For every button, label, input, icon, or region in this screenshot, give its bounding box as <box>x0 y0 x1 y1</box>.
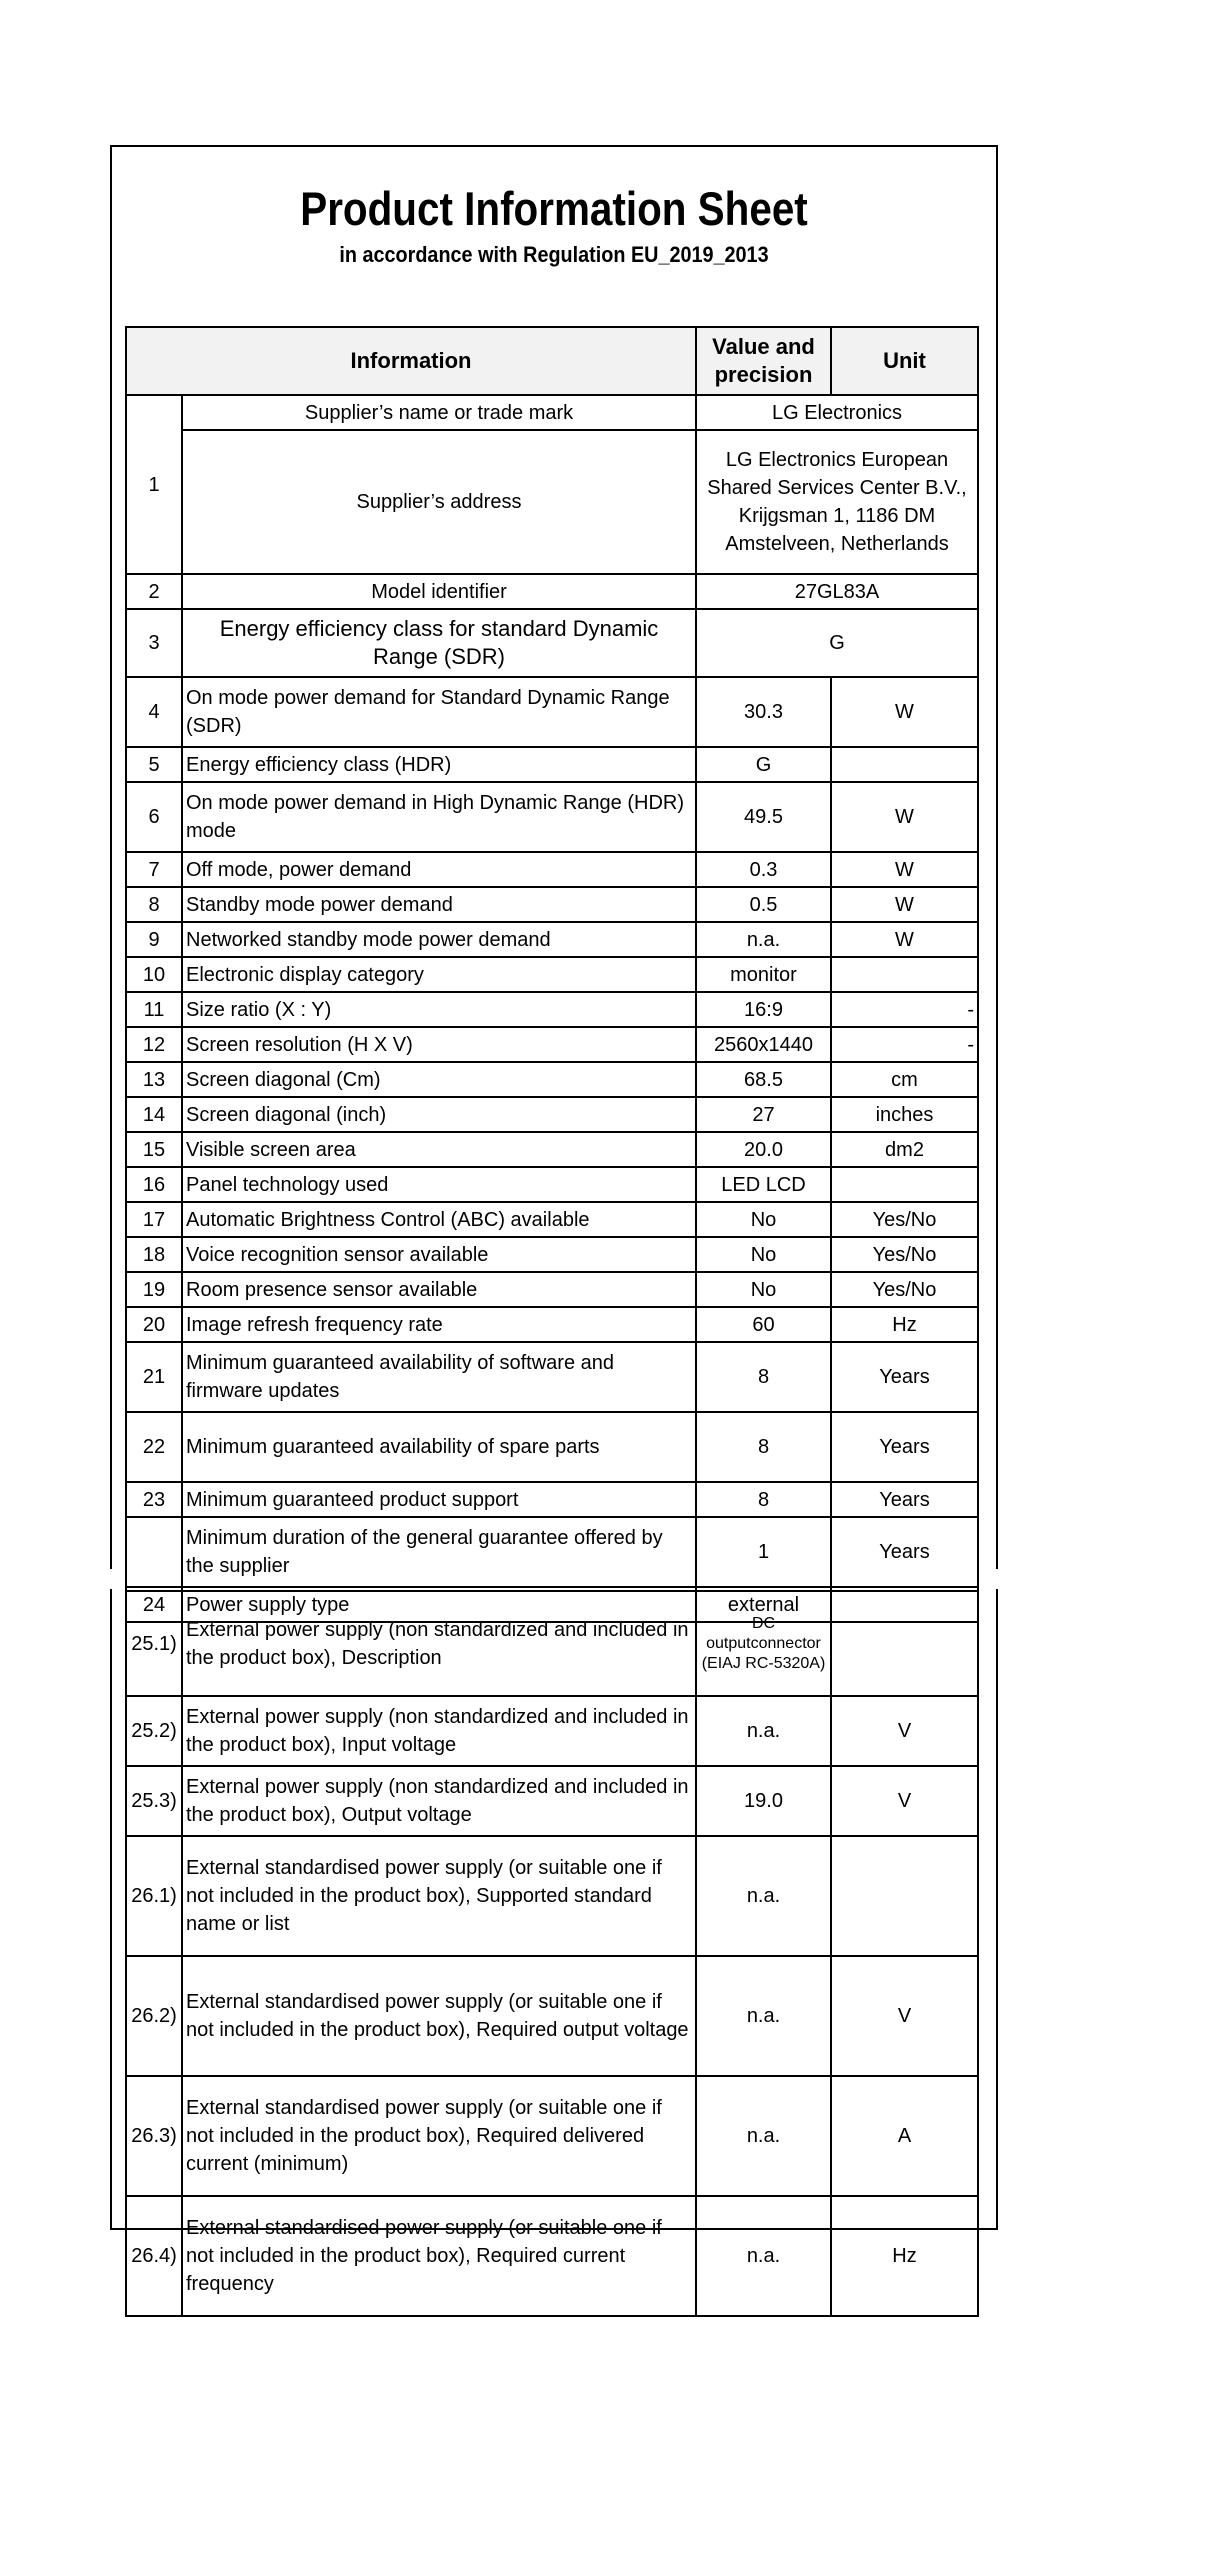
table-row <box>126 1342 978 1412</box>
row-value: n.a. <box>696 2196 831 2316</box>
row-number: 18 <box>126 1237 182 1272</box>
row-value: 60 <box>696 1307 831 1342</box>
row-unit: - <box>831 992 978 1027</box>
row-value: n.a. <box>696 1696 831 1766</box>
row-label: Panel technology used <box>182 1167 696 1202</box>
table-row <box>126 922 978 957</box>
row-value: n.a. <box>696 2076 831 2196</box>
row-label: Networked standby mode power demand <box>182 922 696 957</box>
row-value: n.a. <box>696 1836 831 1956</box>
row-unit: Hz <box>831 1307 978 1342</box>
row-value: 2560x1440 <box>696 1027 831 1062</box>
table-row <box>126 992 978 1027</box>
row-label: Screen diagonal (Cm) <box>182 1062 696 1097</box>
row-number: 12 <box>126 1027 182 1062</box>
row-unit: Hz <box>831 2196 978 2316</box>
row-value: n.a. <box>696 1956 831 2076</box>
row-label: External power supply (non standardized and included in the product box), Input voltage <box>182 1696 696 1766</box>
row-value: 8 <box>696 1342 831 1412</box>
row-number: 11 <box>126 992 182 1027</box>
row-label: Supplier’s address <box>182 430 696 574</box>
row-value: 19.0 <box>696 1766 831 1836</box>
row-value: LED LCD <box>696 1167 831 1202</box>
row-value: LG Electronics <box>696 395 978 430</box>
table-row <box>126 609 978 677</box>
row-value: n.a. <box>696 922 831 957</box>
row-number: 26.1) <box>126 1836 182 1956</box>
row-unit: W <box>831 677 978 747</box>
row-label: Image refresh frequency rate <box>182 1307 696 1342</box>
row-number: 21 <box>126 1342 182 1412</box>
row-label: Minimum guaranteed availability of spare parts <box>182 1412 696 1482</box>
row-unit <box>831 1167 978 1202</box>
row-label: Energy efficiency class (HDR) <box>182 747 696 782</box>
row-value: 8 <box>696 1482 831 1517</box>
table-row <box>126 887 978 922</box>
page-title: Product Information Sheet <box>300 182 808 235</box>
row-unit: W <box>831 782 978 852</box>
row-number: 22 <box>126 1412 182 1482</box>
row-unit: A <box>831 2076 978 2196</box>
row-number: 26.4) <box>126 2196 182 2316</box>
row-label: Energy efficiency class for standard Dynamic Range (SDR) <box>182 609 696 677</box>
table-row <box>126 1237 978 1272</box>
header-unit: Unit <box>831 327 978 395</box>
external-power-supply-table <box>125 1590 979 2317</box>
table-row <box>126 1062 978 1097</box>
table-row <box>126 747 978 782</box>
row-number: 3 <box>126 609 182 677</box>
row-number: 2 <box>126 574 182 609</box>
row-number: 24 <box>126 1587 182 1622</box>
table-row <box>126 1591 978 1696</box>
row-number: 17 <box>126 1202 182 1237</box>
row-value: No <box>696 1272 831 1307</box>
row-number: 23 <box>126 1482 182 1517</box>
row-value: 20.0 <box>696 1132 831 1167</box>
row-value: 49.5 <box>696 782 831 852</box>
row-unit: Years <box>831 1412 978 1482</box>
table-row <box>126 677 978 747</box>
row-number: 9 <box>126 922 182 957</box>
header-information: Information <box>126 327 696 395</box>
row-number: 1 <box>126 395 182 574</box>
row-label: Standby mode power demand <box>182 887 696 922</box>
row-number: 14 <box>126 1097 182 1132</box>
table-row <box>126 1202 978 1237</box>
table-row <box>126 852 978 887</box>
row-label: External power supply (non standardized and included in the product box), Description <box>182 1591 696 1696</box>
row-label: External standardised power supply (or suitable one if not included in the product box), Required current frequency <box>182 2196 696 2316</box>
row-unit: Years <box>831 1517 978 1587</box>
row-label: On mode power demand in High Dynamic Range (HDR) mode <box>182 782 696 852</box>
row-number: 10 <box>126 957 182 992</box>
row-number: 5 <box>126 747 182 782</box>
row-number: 25.2) <box>126 1696 182 1766</box>
table-row <box>126 782 978 852</box>
row-label: Voice recognition sensor available <box>182 1237 696 1272</box>
table-row <box>126 1272 978 1307</box>
row-value: 68.5 <box>696 1062 831 1097</box>
header-value: Value and precision <box>696 327 831 395</box>
row-unit: Yes/No <box>831 1237 978 1272</box>
row-value: DC outputconnector (EIAJ RC-5320A) <box>696 1591 831 1696</box>
row-number: 19 <box>126 1272 182 1307</box>
row-value: 0.5 <box>696 887 831 922</box>
row-value: 27 <box>696 1097 831 1132</box>
row-label: Visible screen area <box>182 1132 696 1167</box>
row-label: Automatic Brightness Control (ABC) available <box>182 1202 696 1237</box>
row-value: No <box>696 1202 831 1237</box>
row-number: 25.3) <box>126 1766 182 1836</box>
row-value: LG Electronics European Shared Services Center B.V., Krijgsman 1, 1186 DM Amstelveen, Netherlands <box>696 430 978 574</box>
row-label: Minimum guaranteed availability of software and firmware updates <box>182 1342 696 1412</box>
row-unit: W <box>831 922 978 957</box>
row-unit: W <box>831 852 978 887</box>
row-value: 1 <box>696 1517 831 1587</box>
row-unit: inches <box>831 1097 978 1132</box>
row-unit: Yes/No <box>831 1272 978 1307</box>
row-label: Electronic display category <box>182 957 696 992</box>
row-label: Size ratio (X : Y) <box>182 992 696 1027</box>
row-number: 6 <box>126 782 182 852</box>
table-row <box>126 1132 978 1167</box>
page-subtitle: in accordance with Regulation EU_2019_2013 <box>339 242 769 267</box>
row-unit: Years <box>831 1482 978 1517</box>
row-value: No <box>696 1237 831 1272</box>
row-unit: V <box>831 1956 978 2076</box>
table-row <box>126 2076 978 2196</box>
row-value: G <box>696 609 978 677</box>
table-row <box>126 957 978 992</box>
table-row <box>126 1482 978 1517</box>
row-number: 7 <box>126 852 182 887</box>
row-unit: - <box>831 1027 978 1062</box>
row-label: Model identifier <box>182 574 696 609</box>
table-row <box>126 2196 978 2316</box>
row-label: Minimum guaranteed product support <box>182 1482 696 1517</box>
row-unit: dm2 <box>831 1132 978 1167</box>
table-row <box>126 1097 978 1132</box>
table-row <box>126 1307 978 1342</box>
row-label: Screen resolution (H X V) <box>182 1027 696 1062</box>
table-row <box>126 1766 978 1836</box>
table-row <box>126 1836 978 1956</box>
row-label: Room presence sensor available <box>182 1272 696 1307</box>
row-number: 25.1) <box>126 1591 182 1696</box>
row-label: Supplier’s name or trade mark <box>182 395 696 430</box>
row-label: External power supply (non standardized and included in the product box), Output voltage <box>182 1766 696 1836</box>
row-number: 13 <box>126 1062 182 1097</box>
row-label: On mode power demand for Standard Dynamic Range (SDR) <box>182 677 696 747</box>
row-number: 4 <box>126 677 182 747</box>
row-value: G <box>696 747 831 782</box>
row-label: Off mode, power demand <box>182 852 696 887</box>
row-number: 20 <box>126 1307 182 1342</box>
row-number: 26.3) <box>126 2076 182 2196</box>
row-unit: V <box>831 1696 978 1766</box>
row-unit: cm <box>831 1062 978 1097</box>
table-row <box>126 1412 978 1482</box>
row-label: Screen diagonal (inch) <box>182 1097 696 1132</box>
table-row <box>126 1517 978 1587</box>
row-value: 27GL83A <box>696 574 978 609</box>
table-row <box>126 1167 978 1202</box>
row-number: 15 <box>126 1132 182 1167</box>
row-value: 30.3 <box>696 677 831 747</box>
row-value: 16:9 <box>696 992 831 1027</box>
table-row <box>126 1696 978 1766</box>
row-label: Power supply type <box>182 1587 696 1622</box>
row-unit: V <box>831 1766 978 1836</box>
row-label: External standardised power supply (or suitable one if not included in the product box), Supported standard name or list <box>182 1836 696 1956</box>
row-unit: W <box>831 887 978 922</box>
row-value: monitor <box>696 957 831 992</box>
row-number <box>126 1517 182 1587</box>
row-label: External standardised power supply (or suitable one if not included in the product box), Required delivered current (minimum) <box>182 2076 696 2196</box>
table-row <box>126 430 978 574</box>
row-unit <box>831 1591 978 1696</box>
row-number: 26.2) <box>126 1956 182 2076</box>
row-label: Minimum duration of the general guarantee offered by the supplier <box>182 1517 696 1587</box>
table-header-row <box>126 327 978 395</box>
table-row <box>126 395 978 430</box>
row-value: 8 <box>696 1412 831 1482</box>
product-info-table <box>125 326 979 1623</box>
table-row <box>126 1956 978 2076</box>
table-row <box>126 574 978 609</box>
row-value: external <box>696 1587 831 1622</box>
row-unit: Years <box>831 1342 978 1412</box>
row-unit <box>831 747 978 782</box>
row-unit <box>831 957 978 992</box>
row-number: 16 <box>126 1167 182 1202</box>
row-unit <box>831 1836 978 1956</box>
table-row <box>126 1027 978 1062</box>
row-unit: Yes/No <box>831 1202 978 1237</box>
row-label: External standardised power supply (or suitable one if not included in the product box), Required output voltage <box>182 1956 696 2076</box>
row-value: 0.3 <box>696 852 831 887</box>
row-number: 8 <box>126 887 182 922</box>
